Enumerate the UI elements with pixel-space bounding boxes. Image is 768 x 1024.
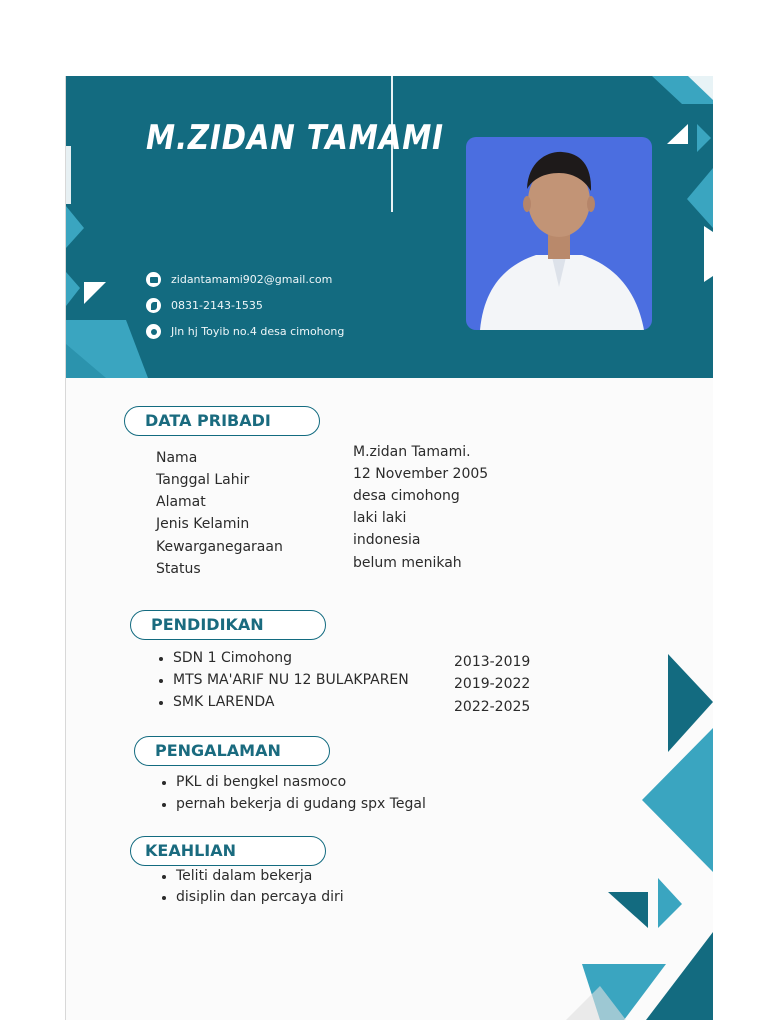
contact-phone [146,298,263,313]
value-kewarganegaraan: indonesia [353,532,421,548]
label-kewarganegaraan: Kewarganegaraan [156,539,283,555]
skill-item: disiplin dan percaya diri [176,889,344,905]
value-status: belum menikah [353,555,462,571]
phone-text: 0831-2143-1535 [171,299,263,312]
person-silhouette [466,137,652,330]
profile-photo [466,137,652,330]
education-item: SMK LARENDA [173,694,275,710]
education-item: MTS MA'ARIF NU 12 BULAKPAREN [173,672,409,688]
value-tanggal-lahir: 12 November 2005 [353,466,489,482]
section-title-keahlian: KEAHLIAN [130,836,326,866]
resume-name: M.ZIDAN TAMAMI [146,118,444,158]
section-title-pendidikan: PENDIDIKAN [130,610,326,640]
label-alamat: Alamat [156,494,206,510]
email-text: zidantamami902@gmail.com [171,273,333,286]
education-item: SDN 1 Cimohong [173,650,293,666]
experience-item: PKL di bengkel nasmoco [176,774,347,790]
value-alamat: desa cimohong [353,488,460,504]
header-band [66,76,713,378]
label-jenis-kelamin: Jenis Kelamin [156,516,250,532]
phone-icon [146,298,161,313]
skill-item: Teliti dalam bekerja [176,868,313,884]
education-years: 2019-2022 [454,676,531,692]
section-title-pengalaman: PENGALAMAN [134,736,330,766]
address-text: Jln hj Toyib no.4 desa cimohong [171,325,345,338]
location-pin-icon [146,324,161,339]
section-title-data-pribadi: DATA PRIBADI [124,406,320,436]
contact-address [146,324,344,339]
education-years: 2013-2019 [454,654,531,670]
education-years: 2022-2025 [454,699,531,715]
contact-email [146,272,332,287]
label-status: Status [156,561,201,577]
experience-item: pernah bekerja di gudang spx Tegal [176,796,426,812]
resume-page [66,76,713,1020]
label-tanggal-lahir: Tanggal Lahir [156,472,250,488]
value-nama: M.zidan Tamami. [353,444,471,460]
value-jenis-kelamin: laki laki [353,510,407,526]
label-nama: Nama [156,450,198,466]
email-icon [146,272,161,287]
